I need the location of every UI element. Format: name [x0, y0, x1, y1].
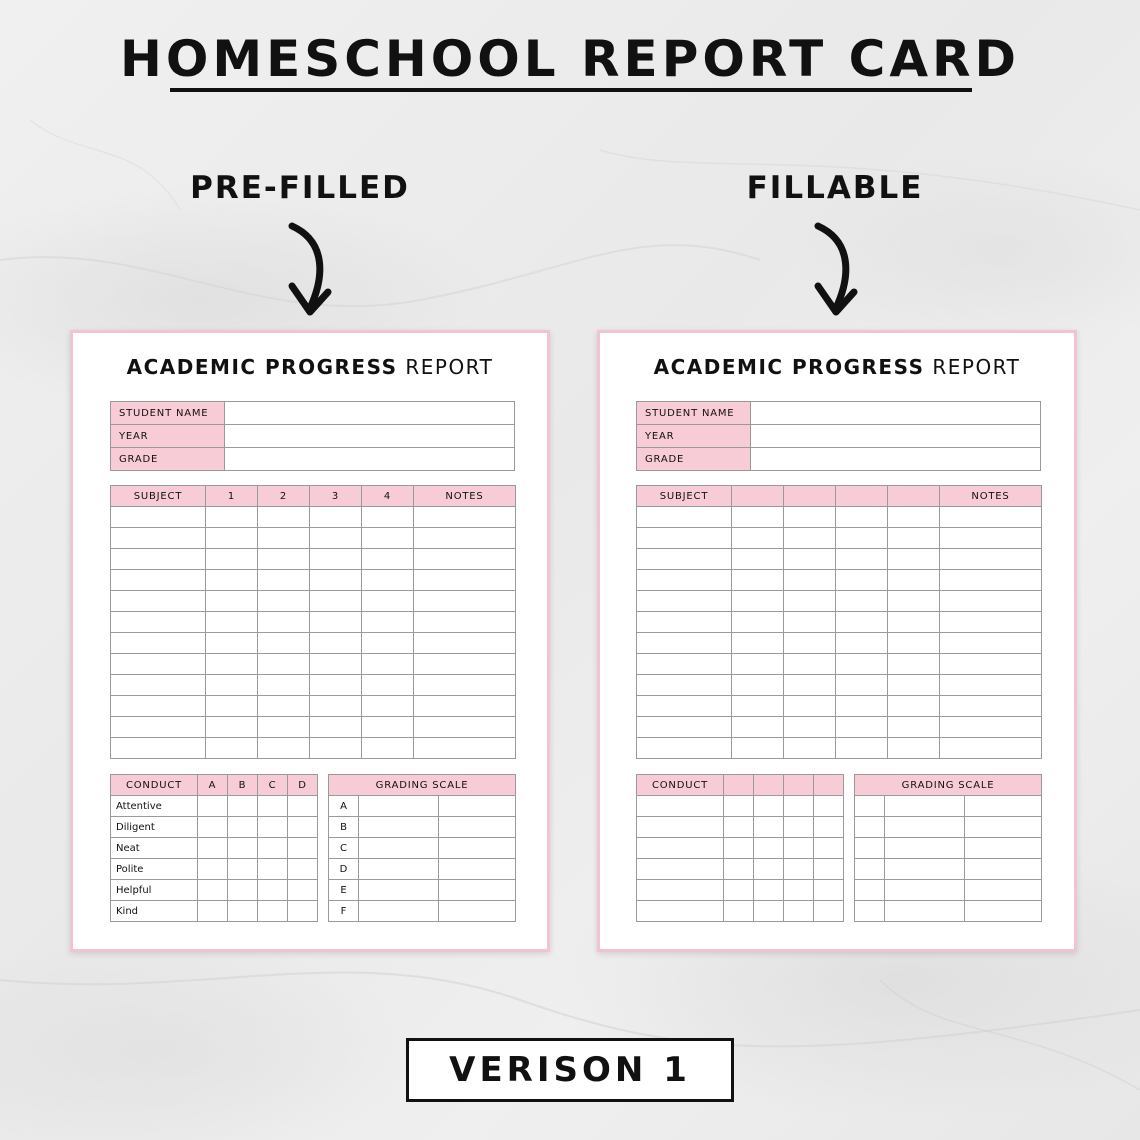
conduct-col-c: C [258, 775, 288, 796]
grading-scale-header: GRADING SCALE [329, 775, 516, 796]
conduct-col-1[interactable] [724, 775, 754, 796]
term-4-header[interactable] [888, 486, 940, 507]
conduct-col-a: A [198, 775, 228, 796]
table-row [855, 859, 1042, 880]
table-row [111, 838, 318, 859]
table-row [637, 696, 1042, 717]
subjects-table [110, 485, 516, 759]
behavior-label: Polite [111, 859, 198, 880]
fillable-report-sheet [597, 330, 1077, 952]
curved-arrow-down-icon [282, 220, 352, 320]
year-label: YEAR [637, 425, 751, 448]
grade-letter: E [329, 880, 359, 901]
conduct-header: CONDUCT [637, 775, 724, 796]
grade-letter: D [329, 859, 359, 880]
table-row [855, 817, 1042, 838]
table-row [637, 528, 1042, 549]
conduct-col-2[interactable] [754, 775, 784, 796]
table-row [637, 717, 1042, 738]
table-row [637, 901, 844, 922]
student-info-table [636, 401, 1041, 471]
conduct-header: CONDUCT [111, 775, 198, 796]
sheet-title [600, 355, 1074, 379]
table-row [111, 817, 318, 838]
table-row [637, 817, 844, 838]
table-row [637, 570, 1042, 591]
sheet-title-light: REPORT [405, 355, 494, 379]
fillable-label: FILLABLE [746, 170, 924, 206]
term-2-header: 2 [258, 486, 310, 507]
table-row [637, 654, 1042, 675]
conduct-table [636, 774, 844, 922]
year-field[interactable] [225, 425, 515, 448]
term-3-header: 3 [310, 486, 362, 507]
table-row [111, 696, 516, 717]
student-name-label: STUDENT NAME [637, 402, 751, 425]
table-row [637, 507, 1042, 528]
table-row [111, 528, 516, 549]
page-title: HOMESCHOOL REPORT CARD [119, 30, 1021, 88]
table-row [329, 796, 516, 817]
table-row [637, 838, 844, 859]
table-row [111, 796, 318, 817]
table-row [637, 591, 1042, 612]
table-row [329, 817, 516, 838]
behavior-label: Diligent [111, 817, 198, 838]
sheet-title-light: REPORT [932, 355, 1021, 379]
table-row [637, 633, 1042, 654]
behavior-label: Attentive [111, 796, 198, 817]
table-row [111, 859, 318, 880]
table-row [111, 549, 516, 570]
sheet-title-bold: ACADEMIC PROGRESS [653, 355, 925, 379]
table-row [111, 675, 516, 696]
student-name-field[interactable] [225, 402, 515, 425]
table-row [111, 901, 318, 922]
behavior-label: Helpful [111, 880, 198, 901]
conduct-col-4[interactable] [814, 775, 844, 796]
table-row [329, 880, 516, 901]
grade-letter: A [329, 796, 359, 817]
table-row [637, 675, 1042, 696]
table-row [329, 859, 516, 880]
notes-header: NOTES [940, 486, 1042, 507]
table-row [637, 880, 844, 901]
table-row [111, 591, 516, 612]
prefilled-report-sheet [70, 330, 550, 952]
table-row [329, 901, 516, 922]
subjects-table [636, 485, 1042, 759]
grading-scale-table [854, 774, 1042, 922]
table-row [855, 796, 1042, 817]
table-row [637, 859, 844, 880]
subject-header: SUBJECT [637, 486, 732, 507]
grade-letter: C [329, 838, 359, 859]
grade-field[interactable] [225, 448, 515, 471]
grade-label: GRADE [111, 448, 225, 471]
table-row [111, 654, 516, 675]
term-4-header: 4 [362, 486, 414, 507]
table-row [111, 507, 516, 528]
grading-scale-table [328, 774, 516, 922]
year-label: YEAR [111, 425, 225, 448]
table-row [111, 570, 516, 591]
table-row [329, 838, 516, 859]
grade-label: GRADE [637, 448, 751, 471]
student-name-label: STUDENT NAME [111, 402, 225, 425]
behavior-label: Neat [111, 838, 198, 859]
student-name-field[interactable] [751, 402, 1041, 425]
student-info-table [110, 401, 515, 471]
table-row [855, 901, 1042, 922]
conduct-table [110, 774, 318, 922]
grade-letter: F [329, 901, 359, 922]
table-row [111, 738, 516, 759]
table-row [111, 717, 516, 738]
grade-letter: B [329, 817, 359, 838]
table-row [637, 738, 1042, 759]
conduct-col-3[interactable] [784, 775, 814, 796]
notes-header: NOTES [414, 486, 516, 507]
grading-scale-header: GRADING SCALE [855, 775, 1042, 796]
conduct-col-b: B [228, 775, 258, 796]
term-3-header[interactable] [836, 486, 888, 507]
table-row [637, 796, 844, 817]
table-row [111, 880, 318, 901]
title-underline [170, 88, 972, 92]
term-2-header[interactable] [784, 486, 836, 507]
version-badge: VERISON 1 [406, 1038, 734, 1102]
prefilled-label: PRE-FILLED [190, 170, 410, 206]
term-1-header: 1 [206, 486, 258, 507]
subject-header: SUBJECT [111, 486, 206, 507]
sheet-title-bold: ACADEMIC PROGRESS [126, 355, 398, 379]
table-row [637, 612, 1042, 633]
table-row [855, 838, 1042, 859]
table-row [111, 612, 516, 633]
year-field[interactable] [751, 425, 1041, 448]
conduct-col-d: D [288, 775, 318, 796]
term-1-header[interactable] [732, 486, 784, 507]
grade-field[interactable] [751, 448, 1041, 471]
table-row [111, 633, 516, 654]
curved-arrow-down-icon [808, 220, 878, 320]
table-row [855, 880, 1042, 901]
sheet-title [73, 355, 547, 379]
table-row [637, 549, 1042, 570]
behavior-label: Kind [111, 901, 198, 922]
